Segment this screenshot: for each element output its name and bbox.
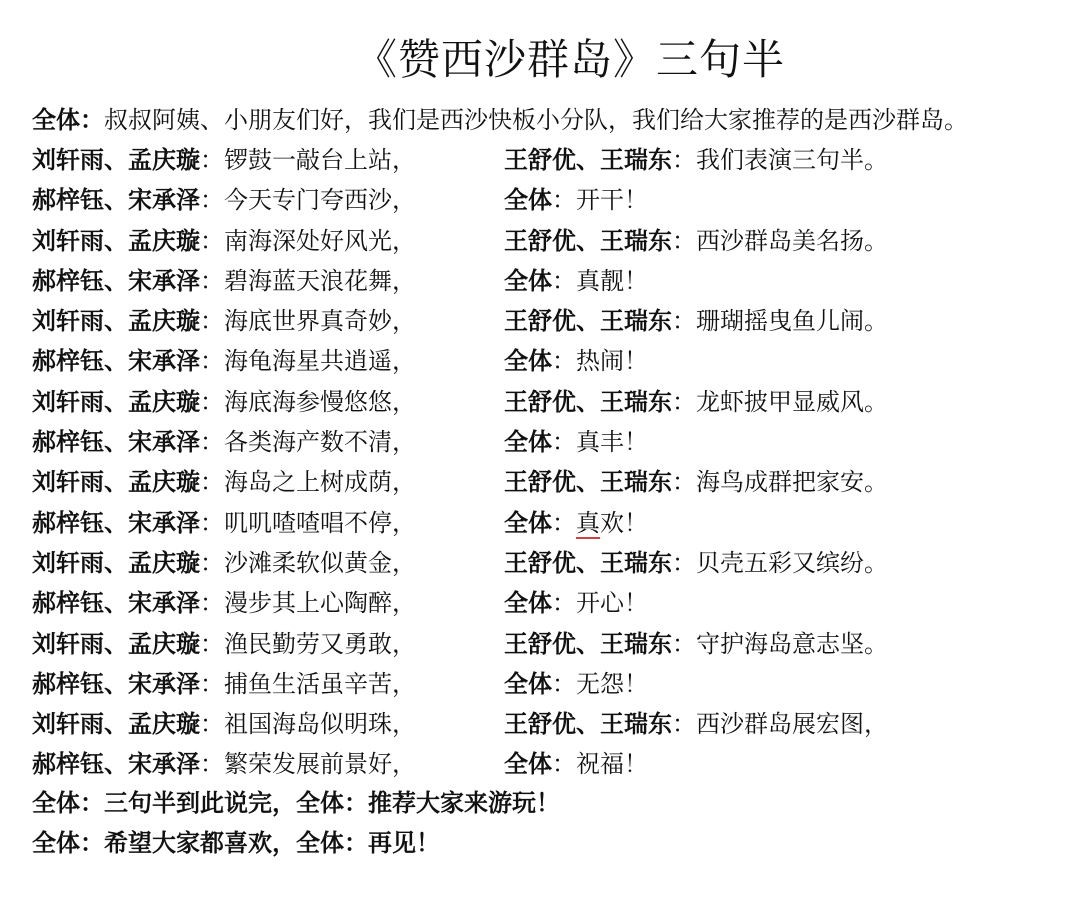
right-speaker: 全体 [504,347,552,376]
left-text: ：锣鼓一敲台上站， [200,146,416,174]
right-speaker: 王舒优、王瑞东 [504,226,672,255]
left-part [32,503,416,543]
left-text: ：海底世界真奇妙， [200,307,416,336]
left-text: ：繁荣发展前景好， [200,750,416,779]
right-part [504,341,648,381]
right-part [504,624,888,664]
right-part [504,261,648,301]
left-text: ：渔民勤劳又勇敢， [200,629,416,658]
left-part [32,301,416,341]
left-speaker: 刘轩雨、孟庆璇 [32,468,200,497]
right-part [504,704,888,744]
left-part [32,664,416,704]
right-speaker: 全体 [504,428,552,457]
right-part [504,301,888,341]
right-text: ：贝壳五彩又缤纷。 [672,548,888,577]
left-text: ：漫步其上心陶醉， [200,589,416,618]
left-part [32,744,416,784]
intro-speaker: 全体： [32,106,104,134]
right-part [504,503,648,543]
right-text: ：开干！ [552,186,648,215]
left-speaker: 郝梓钰、宋承泽 [32,589,200,618]
right-part [504,221,888,261]
page-title: 《赞西沙群岛》三句半 [354,35,785,84]
left-text: ：叽叽喳喳唱不停， [200,508,416,537]
left-speaker: 郝梓钰、宋承泽 [32,669,200,698]
left-part [32,382,416,422]
right-part [504,744,648,784]
left-speaker: 刘轩雨、孟庆璇 [32,548,200,577]
left-text: ：碧海蓝天浪花舞， [200,266,416,295]
right-text: ：守护海岛意志坚。 [672,629,888,658]
left-text: ：各类海产数不清， [200,428,416,457]
right-speaker: 王舒优、王瑞东 [504,548,672,577]
right-text: ：无怨！ [552,669,648,698]
right-text: ：珊瑚摇曳鱼儿闹。 [672,307,888,336]
left-speaker: 郝梓钰、宋承泽 [32,347,200,376]
right-text: ：真靓！ [552,266,648,295]
left-part [32,624,416,664]
right-text: ：祝福！ [552,750,648,779]
left-text: ：祖国海岛似明珠， [200,710,416,739]
left-speaker: 郝梓钰、宋承泽 [32,186,200,215]
left-speaker: 刘轩雨、孟庆璇 [32,710,200,739]
left-speaker: 刘轩雨、孟庆璇 [32,307,200,336]
right-speaker: 全体 [504,266,552,295]
left-text: ：捕鱼生活虽辛苦， [200,669,416,698]
right-part [504,583,648,623]
right-text: ：西沙群岛美名扬。 [672,226,888,255]
right-text: ：热闹！ [552,347,648,376]
left-text: ：今天专门夸西沙， [200,186,416,215]
outro-line-1: 全体：三句半到此说完，全体：推荐大家来游玩！ [32,789,560,817]
right-text: ：西沙群岛展宏图， [672,710,888,739]
left-speaker: 刘轩雨、孟庆璇 [32,146,200,174]
left-part [32,341,416,381]
outro-line-2: 全体：希望大家都喜欢，全体：再见！ [32,829,440,857]
right-speaker: 王舒优、王瑞东 [504,629,672,658]
right-text: ：我们表演三句半。 [672,146,888,174]
intro-line [32,100,968,140]
left-part [32,543,416,583]
right-part [504,140,888,180]
right-speaker: 全体 [504,589,552,618]
left-text: ：海底海参慢悠悠， [200,387,416,416]
right-speaker: 王舒优、王瑞东 [504,146,672,174]
left-part [32,462,416,502]
left-text: ：海龟海星共逍遥， [200,347,416,376]
left-speaker: 郝梓钰、宋承泽 [32,750,200,779]
left-part [32,221,416,261]
right-speaker: 王舒优、王瑞东 [504,468,672,497]
left-part [32,422,416,462]
right-part [504,543,888,583]
left-part [32,704,416,744]
left-part [32,583,416,623]
right-text: ：龙虾披甲显威风。 [672,387,888,416]
right-part [504,664,648,704]
right-text: ：真丰！ [552,428,648,457]
left-text: ：海岛之上树成荫， [200,468,416,497]
right-text: ： [552,508,576,537]
left-speaker: 刘轩雨、孟庆璇 [32,387,200,416]
right-speaker: 王舒优、王瑞东 [504,307,672,336]
right-text: ：海鸟成群把家安。 [672,468,888,497]
right-part [504,422,648,462]
left-speaker: 郝梓钰、宋承泽 [32,428,200,457]
right-text: ：开心！ [552,589,648,618]
right-speaker: 王舒优、王瑞东 [504,710,672,739]
left-part [32,180,416,220]
right-text-underlined: 真 [576,508,600,537]
right-text-tail: 欢！ [600,508,648,537]
right-part [504,180,648,220]
right-part [504,382,888,422]
left-part [32,261,416,301]
left-part [32,140,416,180]
left-text: ：沙滩柔软似黄金， [200,548,416,577]
left-text: ：南海深处好风光， [200,226,416,255]
right-speaker: 全体 [504,669,552,698]
intro-text: 叔叔阿姨、小朋友们好，我们是西沙快板小分队，我们给大家推荐的是西沙群岛。 [104,106,968,134]
right-part [504,462,888,502]
left-speaker: 郝梓钰、宋承泽 [32,508,200,537]
left-speaker: 刘轩雨、孟庆璇 [32,629,200,658]
right-speaker: 全体 [504,508,552,537]
right-speaker: 全体 [504,750,552,779]
right-speaker: 全体 [504,186,552,215]
left-speaker: 刘轩雨、孟庆璇 [32,226,200,255]
right-speaker: 王舒优、王瑞东 [504,387,672,416]
left-speaker: 郝梓钰、宋承泽 [32,266,200,295]
